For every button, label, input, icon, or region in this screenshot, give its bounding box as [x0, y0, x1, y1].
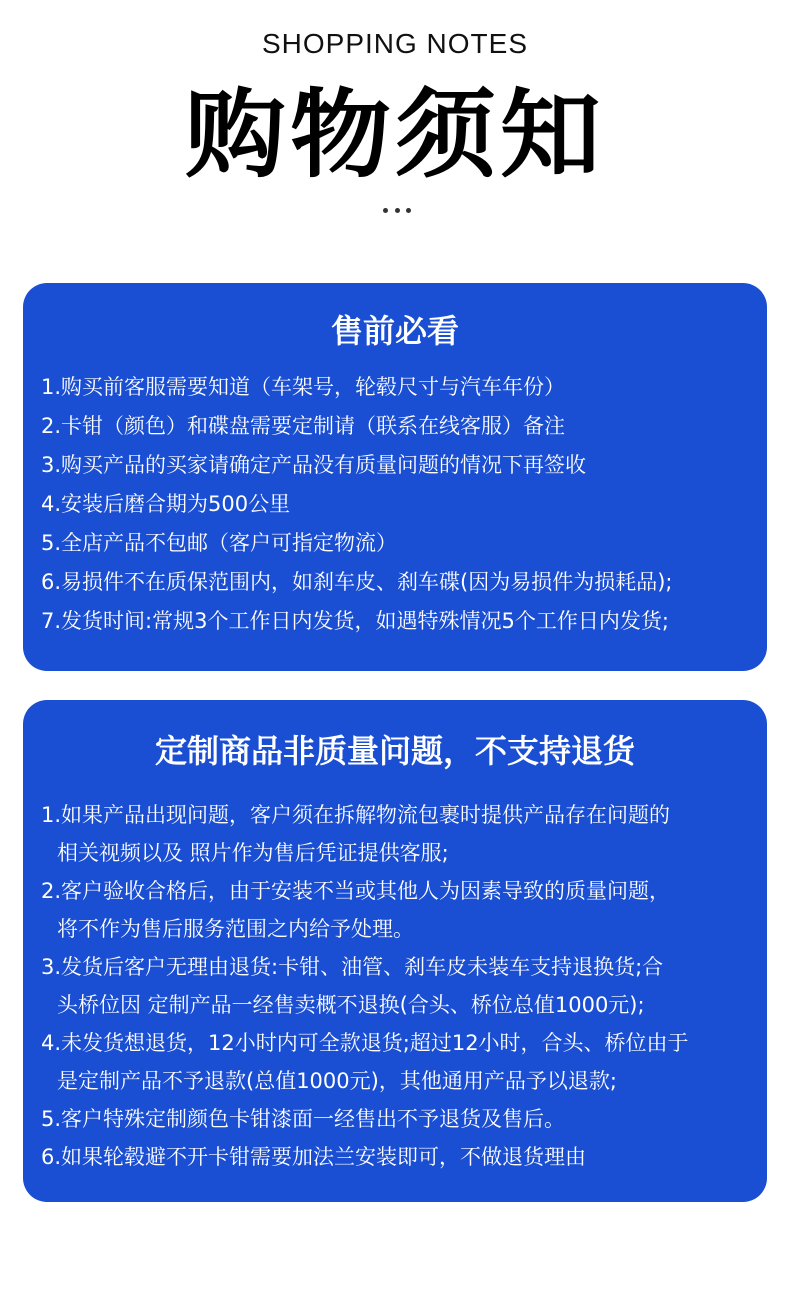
- list-item-line: 4.未发货想退货，12小时内可全款退货;超过12小时，合头、桥位由于: [41, 1031, 689, 1055]
- list-item-continuation: 是定制产品不予退款(总值1000元)，其他通用产品予以退款;: [57, 1069, 617, 1093]
- list-item-line: 1.如果产品出现问题，客户须在拆解物流包裹时提供产品存在问题的: [41, 803, 671, 827]
- dot: [383, 208, 388, 213]
- list-item: [41, 1024, 761, 1100]
- presale-card: [23, 283, 767, 671]
- list-item: [41, 948, 761, 1024]
- ellipsis-divider: [383, 208, 411, 214]
- custom-goods-card: [23, 700, 767, 1202]
- list-item-line: 5.客户特殊定制颜色卡钳漆面一经售出不予退货及售后。: [41, 1107, 566, 1131]
- list-item: [41, 1138, 761, 1176]
- list-item-continuation: 头桥位因 定制产品一经售卖概不退换(合头、桥位总值1000元);: [57, 993, 645, 1017]
- custom-goods-title: 定制商品非质量问题，不支持退货: [154, 732, 635, 770]
- list-item: 7.发货时间:常规3个工作日内发货，如遇特殊情况5个工作日内发货;: [41, 609, 669, 633]
- list-item: [41, 796, 761, 872]
- list-item-continuation: 将不作为售后服务范围之内给予处理。: [57, 917, 414, 941]
- list-item: 3.购买产品的买家请确定产品没有质量问题的情况下再签收: [41, 453, 587, 477]
- list-item-continuation: 相关视频以及 照片作为售后凭证提供客服;: [57, 841, 449, 865]
- list-item: [41, 1100, 761, 1138]
- list-item: 6.易损件不在质保范围内，如刹车皮、刹车碟(因为易损件为损耗品);: [41, 570, 673, 594]
- list-item: 2.卡钳（颜色）和碟盘需要定制请（联系在线客服）备注: [41, 414, 566, 438]
- list-item-line: 2.客户验收合格后，由于安装不当或其他人为因素导致的质量问题，: [41, 879, 671, 903]
- list-item: 1.购买前客服需要知道（车架号，轮毂尺寸与汽车年份）: [41, 375, 566, 399]
- dot: [406, 208, 411, 213]
- presale-title: 售前必看: [330, 312, 459, 350]
- list-item-line: 3.发货后客户无理由退货:卡钳、油管、刹车皮未装车支持退换货;合: [41, 955, 664, 979]
- header-subtitle: SHOPPING NOTES: [261, 28, 529, 59]
- list-item: [41, 872, 761, 948]
- list-item: 4.安装后磨合期为500公里: [41, 492, 291, 516]
- page-title: 购物须知: [185, 79, 606, 191]
- list-item-line: 6.如果轮毂避不开卡钳需要加法兰安装即可，不做退货理由: [41, 1145, 587, 1169]
- list-item: 5.全店产品不包邮（客户可指定物流）: [41, 531, 398, 555]
- custom-goods-list: [41, 796, 761, 1176]
- presale-list: [41, 368, 761, 641]
- dot: [395, 208, 400, 213]
